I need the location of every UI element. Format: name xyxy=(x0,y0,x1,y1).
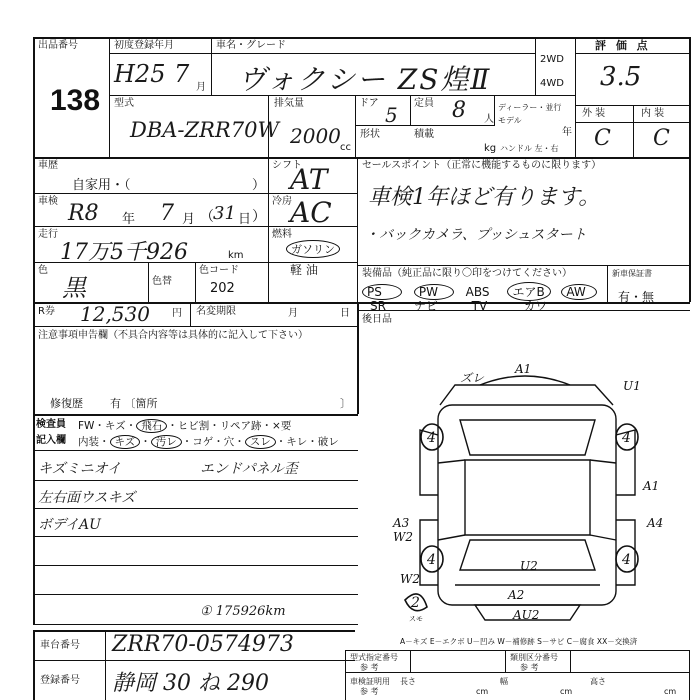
fuel-label: 燃料 xyxy=(272,229,292,240)
rating-2: 2 xyxy=(411,595,420,611)
history-value: 自家用・（ xyxy=(72,178,131,193)
color-code-label: 色コード xyxy=(199,265,239,276)
recycle-value: 12,530 xyxy=(80,302,150,326)
drive-2wd: 2WD xyxy=(540,54,564,65)
inspection-label: 車検 xyxy=(38,196,58,207)
designation-label: 型式指定番号 xyxy=(350,653,398,662)
height-label: 高さ xyxy=(590,677,606,686)
color-value: 黒 xyxy=(62,274,86,302)
length-label: 長さ xyxy=(400,677,416,686)
first-reg-era: H25 xyxy=(114,60,166,88)
selling-points-label: セールスポイント（正常に機能するものに限ります） xyxy=(362,160,602,171)
notes-label: 注意事項申告欄（不具合内容等は具体的に記入して下さい） xyxy=(38,330,308,341)
exterior-value: C xyxy=(594,126,611,151)
code-crack: ヒビ割 xyxy=(177,420,210,432)
interior-label: 内 装 xyxy=(641,108,665,119)
color-code-value: 202 xyxy=(210,281,235,296)
inspector-label-2: 記入欄 xyxy=(36,435,66,446)
rating-4-rr: 4 xyxy=(622,552,631,568)
code-repair-trace: リペア跡 xyxy=(219,420,262,432)
dmg-u2: U2 xyxy=(520,559,538,573)
first-reg-month-unit: 月 xyxy=(196,82,206,93)
dmg-a1-right: A1 xyxy=(643,479,660,493)
shift-label: シフト xyxy=(272,160,302,171)
after-items-label: 後日品 xyxy=(362,314,392,325)
selling-point-2: ・バックカメラ、プッシュスタート xyxy=(365,227,587,243)
plate-label: 登録番号 xyxy=(40,675,80,686)
model-year-label: モデル xyxy=(498,116,522,125)
designation-ref: 参 考 xyxy=(360,663,379,672)
dmg-w2-a: W2 xyxy=(393,530,413,544)
inspection-day: 31 xyxy=(213,203,236,224)
recycle-unit: 円 xyxy=(172,308,182,319)
height-unit: cm xyxy=(664,687,677,696)
capacity-value: 8 xyxy=(452,98,466,123)
plate-cert-label: 車検証明用 xyxy=(350,677,390,686)
color-change-label: 色替 xyxy=(152,276,172,287)
dmg-zure: ズレ xyxy=(460,371,485,385)
first-reg-month: 7 xyxy=(174,60,190,88)
handle-label: ハンドル 左・右 xyxy=(500,144,559,153)
equipment-label: 装備品（純正品に限り〇印をつけてください） xyxy=(362,268,572,279)
code-fw: FW xyxy=(78,420,95,432)
inspection-month-unit: 月 xyxy=(182,212,196,227)
plate-cert-ref: 参 考 xyxy=(360,687,379,696)
mileage-label: 走行 xyxy=(38,229,58,240)
equip-pw: PW xyxy=(414,284,454,300)
history-label: 車歴 xyxy=(38,160,58,171)
displacement-value: 2000 xyxy=(290,124,341,148)
capacity-label: 定員 xyxy=(414,98,434,109)
history-close: ） xyxy=(252,178,266,193)
length-unit: cm xyxy=(476,687,489,696)
code-int-scratch: キズ xyxy=(110,435,141,449)
comment-2: 左右面ウスキズ xyxy=(38,490,136,506)
shape-label: 形状 xyxy=(360,129,380,140)
warranty-value: 有・無 xyxy=(618,290,655,304)
model-label: 型式 xyxy=(114,98,134,109)
plate-value: 静岡 30 ね 290 xyxy=(112,671,269,696)
dmg-w2-b: W2 xyxy=(400,572,420,586)
mileage-unit: km xyxy=(228,250,244,261)
doors-label: ドア xyxy=(359,98,379,109)
model-value: DBA-ZRR70W xyxy=(130,118,280,142)
chassis-label: 車台番号 xyxy=(40,640,80,651)
lot-number: 138 xyxy=(50,84,101,117)
fuel-gasoline: ガソリン xyxy=(286,240,340,258)
code-cut: キレ xyxy=(286,436,308,448)
code-burn: コゲ xyxy=(192,436,214,448)
equip-airbag: エアB xyxy=(507,282,551,301)
equip-sr: SR xyxy=(370,299,386,313)
diagram-suffix: スモ xyxy=(409,615,423,623)
rating-label: 評 価 点 xyxy=(595,39,651,52)
inspection-value: R8 xyxy=(68,201,99,226)
capacity-unit: 人 xyxy=(484,114,494,125)
code-rub: スレ xyxy=(245,435,276,449)
comment-1: キズミニオイ xyxy=(38,461,122,477)
rating-value: 3.5 xyxy=(600,62,642,92)
reg-change-label: 名変期限 xyxy=(196,306,236,317)
ac-label: 冷房 xyxy=(272,196,292,207)
equip-ps: PS xyxy=(362,284,402,300)
year-label: 年 xyxy=(562,127,572,138)
color-label: 色 xyxy=(38,265,48,276)
damage-legend: A－キズ E－エクボ U－凹み W－補修跡 S－サビ C－腐食 XX－交換済 xyxy=(400,637,638,646)
name-grade-value: ヴォクシー ZS煌Ⅱ xyxy=(238,63,492,96)
code-scratch: キズ xyxy=(104,420,126,432)
dmg-a3: A3 xyxy=(393,516,410,530)
rating-4-fr: 4 xyxy=(622,430,631,446)
reg-day: 日 xyxy=(340,308,350,319)
name-grade-label: 車名・グレード xyxy=(216,40,286,51)
rating-4-rl: 4 xyxy=(427,552,436,568)
inspector-label-1: 検査員 xyxy=(36,419,66,430)
code-interior: 内装 xyxy=(78,436,99,448)
rating-4-fl: 4 xyxy=(427,430,436,446)
kg-label: kg xyxy=(484,143,497,154)
category-ref: 参 考 xyxy=(520,663,539,672)
dmg-u1: U1 xyxy=(623,379,641,393)
interior-value: C xyxy=(653,126,670,151)
displacement-unit: cc xyxy=(340,142,351,153)
exterior-label: 外 装 xyxy=(582,108,606,119)
inspector-line-2: 内装・ キズ ・ 汚レ ・コゲ・穴・ スレ ・キレ・破レ xyxy=(78,436,339,448)
width-unit: cm xyxy=(560,687,573,696)
fuel-diesel: 軽 油 xyxy=(290,263,318,277)
equip-aw: AW xyxy=(561,284,597,300)
recycle-label: R券 xyxy=(38,306,55,317)
repair-value: 有 〔箇所 xyxy=(110,397,158,410)
warranty-label: 新車保証書 xyxy=(612,269,652,278)
dmg-a4: A4 xyxy=(647,516,664,530)
category-label: 類別区分番号 xyxy=(510,653,558,662)
code-chip: 飛石 xyxy=(136,419,167,433)
equip-navi: ナビ xyxy=(413,299,438,313)
repair-label: 修復歴 xyxy=(50,397,83,410)
dmg-au2: AU2 xyxy=(513,608,540,622)
lot-label: 出品番号 xyxy=(38,40,78,51)
load-label: 積載 xyxy=(414,129,434,140)
code-tear: 破レ xyxy=(317,436,339,448)
vehicle-diagram xyxy=(365,345,690,625)
comment-3: ボデイAU xyxy=(38,517,101,533)
inspector-line-1: FW・キズ・ 飛石 ・ヒビ割・リペア跡・×要 xyxy=(78,420,292,432)
displacement-label: 排気量 xyxy=(274,98,304,109)
repair-close: 〕 xyxy=(340,397,351,410)
equip-tv: TV xyxy=(471,299,488,313)
doors-value: 5 xyxy=(385,103,398,127)
equip-leather: カワ xyxy=(523,299,548,313)
odometer-note: ① 175926km xyxy=(200,604,286,619)
equipment-row-2 xyxy=(370,297,610,314)
dmg-a1-top: A1 xyxy=(515,362,532,376)
shift-value: AT xyxy=(290,163,328,196)
comment-right: エンドパネル歪 xyxy=(200,461,298,477)
reg-month: 月 xyxy=(288,308,298,319)
width-label: 幅 xyxy=(500,677,508,686)
dmg-a2: A2 xyxy=(508,588,525,602)
chassis-value: ZRR70-0574973 xyxy=(112,632,294,657)
inspection-month: 7 xyxy=(160,201,174,226)
dealer-label: ディーラー・並行 xyxy=(498,103,562,112)
first-reg-label: 初度登録年月 xyxy=(114,40,174,51)
ac-value: AC xyxy=(290,196,332,229)
drive-4wd: 4WD xyxy=(540,78,564,89)
inspection-year-unit: 年 xyxy=(122,212,136,227)
inspection-day-unit: 日 xyxy=(238,212,252,227)
code-needed: ×要 xyxy=(272,420,292,432)
mileage-value: 17万5千926 xyxy=(60,240,188,265)
selling-point-1: 車検1年ほど有ります。 xyxy=(368,185,601,210)
code-dirt: 汚レ xyxy=(151,435,182,449)
equip-abs: ABS xyxy=(465,285,490,299)
code-hole: 穴 xyxy=(223,436,235,448)
